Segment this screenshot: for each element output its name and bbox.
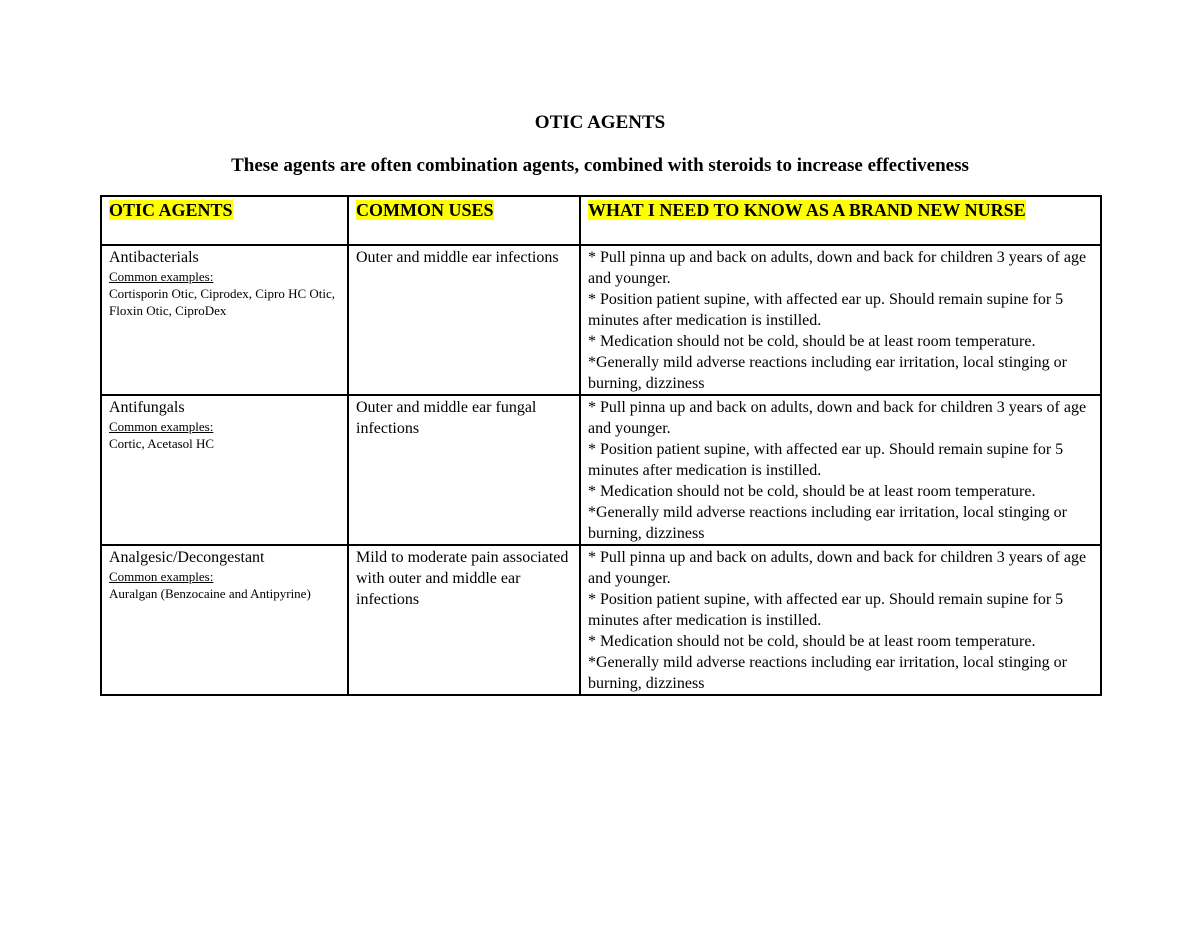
note-pinna: * Pull pinna up and back on adults, down and back for children 3 years of age and younger. — [588, 399, 1087, 437]
table-row — [101, 245, 1101, 395]
note-pinna: * Pull pinna up and back on adults, down and back for children 3 years of age and younger. — [588, 249, 1087, 287]
agent-name: Analgesic/Decongestant — [109, 549, 265, 566]
notes-cell — [580, 545, 1101, 695]
notes-cell — [580, 245, 1101, 395]
header-know-label: WHAT I NEED TO KNOW AS A BRAND NEW NURSE — [588, 200, 1026, 220]
table-row — [101, 395, 1101, 545]
header-uses-label: COMMON USES — [356, 200, 494, 220]
header-cell-agents — [101, 196, 348, 245]
note-position: * Position patient supine, with affected ear up. Should remain supine for 5 minutes after medication is instilled. — [588, 441, 1064, 479]
page-title: OTIC AGENTS — [534, 112, 666, 133]
otic-agents-table — [100, 195, 1102, 696]
uses-cell: Mild to moderate pain associated with outer and middle ear infections — [348, 545, 580, 695]
agent-cell — [101, 545, 348, 695]
agent-cell — [101, 245, 348, 395]
notes-cell — [580, 395, 1101, 545]
examples-list: Auralgan (Benzocaine and Antipyrine) — [109, 586, 311, 601]
note-temperature: * Medication should not be cold, should be at least room temperature. — [588, 633, 1036, 650]
header-cell-know — [580, 196, 1101, 245]
table-row — [101, 545, 1101, 695]
page-subtitle: These agents are often combination agents, combined with steroids to increase effectiveness — [231, 155, 969, 176]
header-agents-label: OTIC AGENTS — [109, 200, 233, 220]
examples-label: Common examples: — [109, 569, 214, 584]
examples-list: Cortic, Acetasol HC — [109, 436, 215, 451]
examples-label: Common examples: — [109, 269, 214, 284]
agent-name: Antibacterials — [109, 249, 199, 266]
note-position: * Position patient supine, with affected ear up. Should remain supine for 5 minutes after medication is instilled. — [588, 291, 1064, 329]
examples-label: Common examples: — [109, 419, 214, 434]
note-adverse: *Generally mild adverse reactions including ear irritation, local stinging or burning, dizziness — [588, 504, 1067, 542]
uses-cell: Outer and middle ear infections — [348, 245, 580, 395]
note-adverse: *Generally mild adverse reactions including ear irritation, local stinging or burning, dizziness — [588, 354, 1067, 392]
note-adverse: *Generally mild adverse reactions including ear irritation, local stinging or burning, dizziness — [588, 654, 1067, 692]
table-header-row — [101, 196, 1101, 245]
agent-cell — [101, 395, 348, 545]
note-temperature: * Medication should not be cold, should be at least room temperature. — [588, 333, 1036, 350]
examples-list: Cortisporin Otic, Ciprodex, Cipro HC Otic, Floxin Otic, CiproDex — [109, 286, 336, 318]
note-pinna: * Pull pinna up and back on adults, down and back for children 3 years of age and younger. — [588, 549, 1087, 587]
note-temperature: * Medication should not be cold, should be at least room temperature. — [588, 483, 1036, 500]
agent-name: Antifungals — [109, 399, 185, 416]
note-position: * Position patient supine, with affected ear up. Should remain supine for 5 minutes after medication is instilled. — [588, 591, 1064, 629]
uses-cell: Outer and middle ear fungal infections — [348, 395, 580, 545]
header-cell-uses — [348, 196, 580, 245]
